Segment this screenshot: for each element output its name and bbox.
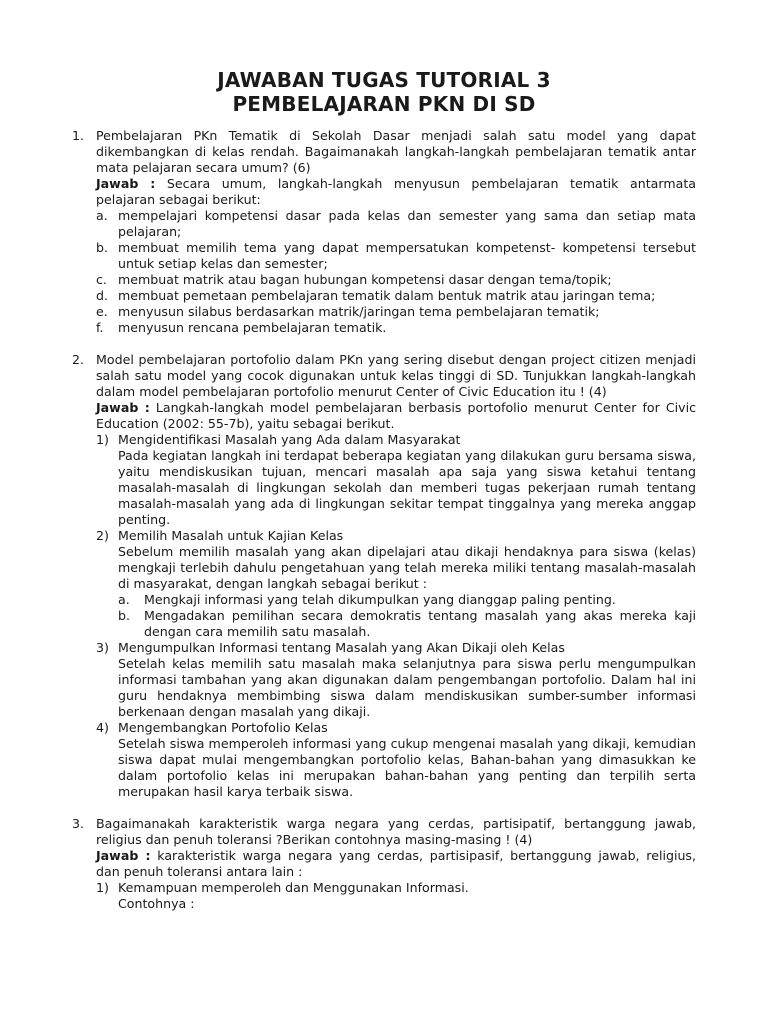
list-item-text: membuat matrik atau bagan hubungan kompetensi dasar dengan tema/topik; xyxy=(118,272,612,287)
list-marker: c. xyxy=(96,272,107,287)
answer-list xyxy=(96,208,696,336)
list-item-text: menyusun rencana pembelajaran tematik. xyxy=(118,320,387,335)
answer-label: Jawab : xyxy=(96,400,150,415)
list-item-text: menyusun silabus berdasarkan matrik/jaringan tema pembelajaran tematik; xyxy=(118,304,600,319)
answer-text: Secara umum, langkah-langkah menyusun pembelajaran tematik antarmata pelajaran sebagai berikut: xyxy=(96,176,696,207)
answer-text: karakteristik warga negara yang cerdas, partisipasif, bertanggung jawab, religius, dan penuh toleransi antara lain : xyxy=(96,848,696,879)
title-line-2: PEMBELAJARAN PKN DI SD xyxy=(232,92,536,116)
question-1 xyxy=(72,128,696,336)
list-item xyxy=(96,304,696,320)
list-item-text: membuat memilih tema yang dapat mempersatukan kompetenst- kompetensi tersebut untuk setiap kelas dan semester; xyxy=(118,240,696,271)
list-item-text: membuat pemetaan pembelajaran tematik dalam bentuk matrik atau jaringan tema; xyxy=(118,288,656,303)
step-text: Sebelum memilih masalah yang akan dipelajari atau dikaji hendaknya para siswa (kelas) mengkaji terlebih dahulu pengetahuan yang telah mereka miliki tentang masalah-masalah di masyarakat, dengan langkah sebagai berikut : xyxy=(118,544,696,591)
step-item xyxy=(96,880,696,912)
step-marker: 1) xyxy=(96,880,109,895)
list-marker: f. xyxy=(96,320,104,335)
answer-intro xyxy=(96,400,696,432)
answer-intro xyxy=(96,848,696,880)
question-number: 2. xyxy=(72,352,85,367)
step-heading: Mengembangkan Portofolio Kelas xyxy=(118,720,328,735)
step-heading: Kemampuan memperoleh dan Menggunakan Informasi. xyxy=(118,880,469,895)
sub-item-text: Mengkaji informasi yang telah dikumpulkan yang dianggap paling penting. xyxy=(144,592,616,607)
step-item xyxy=(96,640,696,720)
step-item xyxy=(96,720,696,800)
list-item xyxy=(96,288,696,304)
sub-marker: b. xyxy=(118,608,130,623)
answer-label: Jawab : xyxy=(96,848,151,863)
list-item xyxy=(96,208,696,240)
answer-intro xyxy=(96,176,696,208)
list-item xyxy=(96,320,696,336)
list-marker: e. xyxy=(96,304,108,319)
step-heading: Mengidentifikasi Masalah yang Ada dalam Masyarakat xyxy=(118,432,461,447)
question-text: Model pembelajaran portofolio dalam PKn yang sering disebut dengan project citizen menjadi salah satu model yang cocok digunakan untuk kelas tinggi di SD. Tunjukkan langkah-langkah dalam model pembelajaran portofolio menurut Center of Civic Education itu ! (4) xyxy=(96,352,696,399)
step-item xyxy=(96,528,696,640)
question-number: 1. xyxy=(72,128,85,143)
step-marker: 3) xyxy=(96,640,109,655)
step-marker: 2) xyxy=(96,528,109,543)
sub-item xyxy=(118,608,696,640)
document-body xyxy=(72,128,696,912)
answer-label: Jawab : xyxy=(96,176,156,191)
list-item xyxy=(96,240,696,272)
step-text: Setelah kelas memilih satu masalah maka selanjutnya para siswa perlu mengumpulkan informasi tambahan yang akan digunakan dalam pengembangan portofolio. Dalam hal ini guru hendaknya membimbing siswa dalam mendiskusikan sumber-sumber informasi berkenaan dengan masalah yang dikaji. xyxy=(118,656,696,719)
step-text: Pada kegiatan langkah ini terdapat beberapa kegiatan yang dilakukan guru bersama siswa, yaitu mendiskusikan tujuan, mencari masalah apa saja yang siswa ketahui tentang masalah-masalah di lingkungan sekolah dan memberi tugas pekerjaan rumah tentang masalah-masalah yang ada di lingkungan sekitar tempat tinggalnya yang mereka anggap penting. xyxy=(118,448,696,527)
question-text: Pembelajaran PKn Tematik di Sekolah Dasar menjadi salah satu model yang dapat dikembangkan di kelas rendah. Bagaimanakah langkah-langkah pembelajaran tematik antar mata pelajaran secara umum? (6) xyxy=(96,128,696,175)
sub-item xyxy=(118,592,696,608)
question-number: 3. xyxy=(72,816,85,831)
list-item-text: mempelajari kompetensi dasar pada kelas dan semester yang sama dan setiap mata pelajaran; xyxy=(118,208,696,239)
answer-text: Langkah-langkah model pembelajaran berbasis portofolio menurut Center for Civic Education (2002: 55-7b), yaitu sebagai berikut. xyxy=(96,400,696,431)
step-heading: Mengumpulkan Informasi tentang Masalah yang Akan Dikaji oleh Kelas xyxy=(118,640,565,655)
sub-item-text: Mengadakan pemilihan secara demokratis tentang masalah yang akas mereka kaji dengan cara memilih satu masalah. xyxy=(144,608,696,639)
question-2 xyxy=(72,352,696,800)
list-marker: d. xyxy=(96,288,108,303)
question-3 xyxy=(72,816,696,912)
step-text: Contohnya : xyxy=(118,896,195,911)
list-marker: a. xyxy=(96,208,108,223)
list-item xyxy=(96,272,696,288)
step-text: Setelah siswa memperoleh informasi yang cukup mengenai masalah yang dikaji, kemudian siswa dapat mulai mengembangkan portofolio kelas, Bahan-bahan yang dimasukkan ke dalam portofolio kelas ini merupakan bahan-bahan yang penting dan terpilih serta merupakan hasil karya terbaik siswa. xyxy=(118,736,696,799)
document-title xyxy=(72,68,696,116)
step-marker: 4) xyxy=(96,720,109,735)
step-marker: 1) xyxy=(96,432,109,447)
sub-marker: a. xyxy=(118,592,130,607)
list-marker: b. xyxy=(96,240,108,255)
question-text: Bagaimanakah karakteristik warga negara yang cerdas, partisipatif, bertanggung jawab, religius dan penuh toleransi ?Berikan contohnya masing-masing ! (4) xyxy=(96,816,696,847)
title-line-1: JAWABAN TUGAS TUTORIAL 3 xyxy=(217,68,551,92)
step-heading: Memilih Masalah untuk Kajian Kelas xyxy=(118,528,344,543)
step-item xyxy=(96,432,696,528)
